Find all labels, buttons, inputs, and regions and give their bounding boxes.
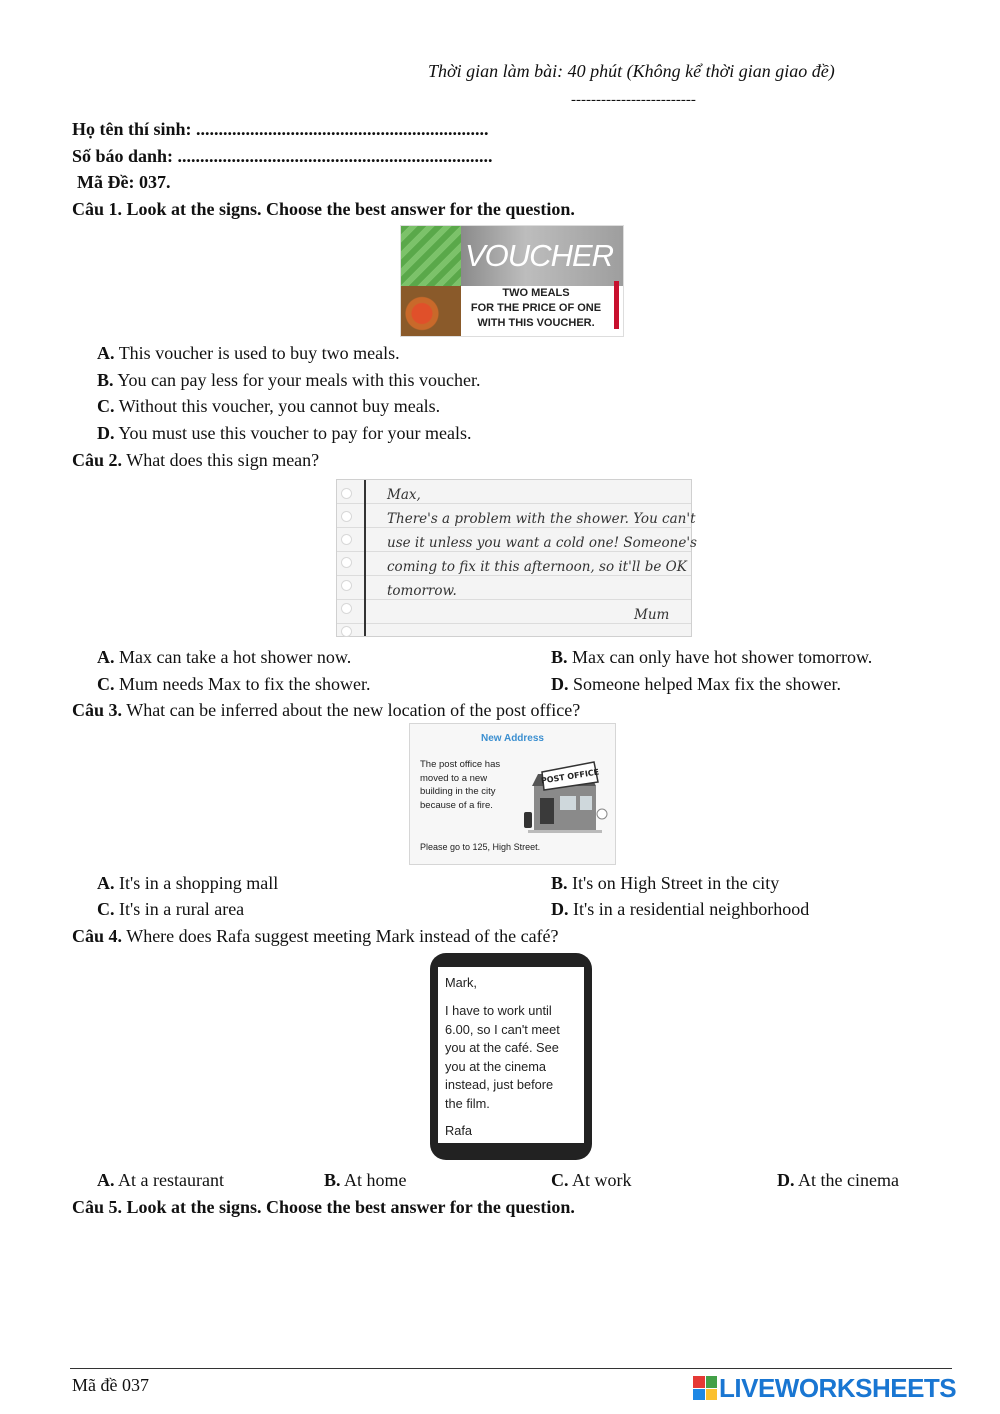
option-text: It's in a rural area	[119, 899, 245, 919]
option-letter: D.	[97, 423, 115, 443]
handwritten-note	[336, 479, 697, 637]
post-sign-line: because of a fire.	[420, 799, 493, 811]
post-sign-heading: New Address	[481, 733, 544, 744]
post-office-building-icon	[518, 752, 610, 836]
voucher-food-image	[401, 286, 461, 336]
post-sign-line: moved to a new	[420, 772, 488, 784]
option-letter: A.	[97, 343, 115, 363]
voucher-sign	[400, 225, 624, 337]
post-office-sign	[409, 723, 616, 865]
option-letter: D.	[551, 674, 569, 694]
option-letter: C.	[97, 899, 115, 919]
voucher-line-3: WITH THIS VOUCHER.	[477, 317, 595, 329]
question-3-heading	[72, 699, 580, 721]
liveworksheets-brand[interactable]	[693, 1371, 956, 1405]
q3-option-d[interactable]	[551, 898, 809, 920]
question-3-prompt: What can be inferred about the new location of the post office?	[126, 700, 581, 720]
question-5-prompt: Look at the signs. Choose the best answer for the question.	[126, 1197, 575, 1217]
question-5-label: Câu 5.	[72, 1197, 123, 1217]
q4-option-a[interactable]	[97, 1169, 224, 1191]
option-text: You can pay less for your meals with this voucher.	[117, 370, 481, 390]
voucher-red-ribbon	[614, 281, 619, 329]
option-text: Someone helped Max fix the shower.	[573, 674, 841, 694]
q4-option-d[interactable]	[777, 1169, 899, 1191]
note-line: tomorrow.	[387, 583, 457, 599]
option-text: Max can take a hot shower now.	[119, 647, 352, 667]
question-1-heading	[72, 198, 575, 220]
candidate-name-line: Họ tên thí sinh: .................................................................	[72, 119, 489, 139]
option-letter: C.	[97, 396, 115, 416]
option-text: It's in a residential neighborhood	[573, 899, 810, 919]
phone-screen	[438, 967, 584, 1143]
option-text: At work	[572, 1170, 632, 1190]
option-letter: C.	[551, 1170, 569, 1190]
option-letter: B.	[324, 1170, 341, 1190]
footer-exam-code: Mã đề 037	[72, 1375, 149, 1395]
phone-message-image	[430, 953, 592, 1160]
q4-option-b[interactable]	[324, 1169, 407, 1191]
option-letter: D.	[777, 1170, 795, 1190]
post-office-sign-text: POST OFFICE	[540, 767, 600, 786]
message-line: 6.00, so I can't meet	[445, 1021, 560, 1037]
note-signature: Mum	[634, 607, 670, 623]
message-line: you at the café. See	[445, 1040, 559, 1055]
logo-cell	[693, 1389, 705, 1401]
q1-option-d[interactable]	[97, 422, 471, 444]
question-4-heading	[72, 925, 559, 947]
q3-option-a[interactable]	[97, 872, 278, 894]
message-line: instead, just before	[445, 1077, 554, 1092]
footer-rule	[70, 1368, 952, 1369]
question-4-label: Câu 4.	[72, 926, 123, 946]
q2-option-c[interactable]	[97, 673, 370, 695]
message-sender: Rafa	[445, 1123, 473, 1138]
option-text: At a restaurant	[118, 1170, 224, 1190]
liveworksheets-wordmark: LIVEWORKSHEETS	[719, 1372, 957, 1403]
candidate-id-line: Số báo danh: ......................................................................	[72, 146, 493, 166]
option-letter: A.	[97, 873, 115, 893]
logo-cell	[706, 1389, 718, 1401]
q2-option-a[interactable]	[97, 646, 351, 668]
q3-option-b[interactable]	[551, 872, 779, 894]
note-line: There's a problem with the shower. You can't	[387, 511, 696, 527]
q4-option-c[interactable]	[551, 1169, 632, 1191]
option-text: It's in a shopping mall	[119, 873, 279, 893]
note-line: use it unless you want a cold one! Someone's	[387, 535, 697, 551]
logo-cell	[693, 1376, 705, 1388]
header-divider: -------------------------	[571, 92, 696, 108]
post-sign-body	[420, 758, 500, 812]
q1-option-c[interactable]	[97, 395, 440, 417]
option-text: At the cinema	[798, 1170, 899, 1190]
post-sign-line: The post office has	[420, 759, 501, 770]
option-text: You must use this voucher to pay for your meals.	[118, 423, 472, 443]
question-2-prompt: What does this sign mean?	[126, 450, 320, 470]
q1-option-b[interactable]	[97, 369, 480, 391]
question-5-heading	[72, 1196, 575, 1218]
q1-option-a[interactable]	[97, 342, 400, 364]
message-line: the film.	[445, 1095, 490, 1111]
option-letter: B.	[97, 370, 114, 390]
option-letter: A.	[97, 1170, 115, 1190]
liveworksheets-logo-icon	[693, 1376, 717, 1400]
option-letter: C.	[97, 674, 115, 694]
question-1-prompt: Look at the signs. Choose the best answer for the question.	[126, 199, 575, 219]
option-letter: B.	[551, 873, 568, 893]
question-1-label: Câu 1.	[72, 199, 123, 219]
message-line: you at the cinema	[445, 1058, 547, 1074]
question-2-label: Câu 2.	[72, 450, 123, 470]
note-binder-holes	[341, 488, 351, 649]
note-margin-line	[364, 480, 366, 636]
q3-option-c[interactable]	[97, 898, 244, 920]
option-letter: D.	[551, 899, 569, 919]
message-line: I have to work until	[445, 1003, 552, 1018]
post-sign-address: Please go to 125, High Street.	[420, 842, 541, 852]
voucher-title: VOUCHER	[465, 238, 614, 273]
q2-option-b[interactable]	[551, 646, 872, 668]
post-sign-line: building in the city	[420, 786, 496, 797]
option-text: Mum needs Max to fix the shower.	[119, 674, 371, 694]
question-4-prompt: Where does Rafa suggest meeting Mark instead of the café?	[126, 926, 559, 946]
message-body	[445, 1002, 560, 1113]
option-text: Max can only have hot shower tomorrow.	[572, 647, 873, 667]
voucher-line-2: FOR THE PRICE OF ONE	[470, 302, 602, 314]
note-line: Max,	[387, 487, 421, 503]
exam-code: Mã Đề: 037.	[77, 172, 171, 192]
option-text: It's on High Street in the city	[572, 873, 780, 893]
voucher-line-1: TWO MEALS	[502, 287, 570, 299]
option-text: At home	[344, 1170, 407, 1190]
exam-time-note: Thời gian làm bài: 40 phút (Không kể thời gian giao đề)	[428, 61, 835, 81]
q2-option-d[interactable]	[551, 673, 841, 695]
option-letter: A.	[97, 647, 115, 667]
note-line: coming to fix it this afternoon, so it'll be OK	[387, 559, 687, 575]
option-text: Without this voucher, you cannot buy meals.	[118, 396, 441, 416]
question-3-label: Câu 3.	[72, 700, 123, 720]
logo-cell	[706, 1376, 718, 1388]
option-text: This voucher is used to buy two meals.	[118, 343, 400, 363]
message-greeting: Mark,	[445, 975, 477, 990]
question-2-heading	[72, 449, 319, 471]
option-letter: B.	[551, 647, 568, 667]
